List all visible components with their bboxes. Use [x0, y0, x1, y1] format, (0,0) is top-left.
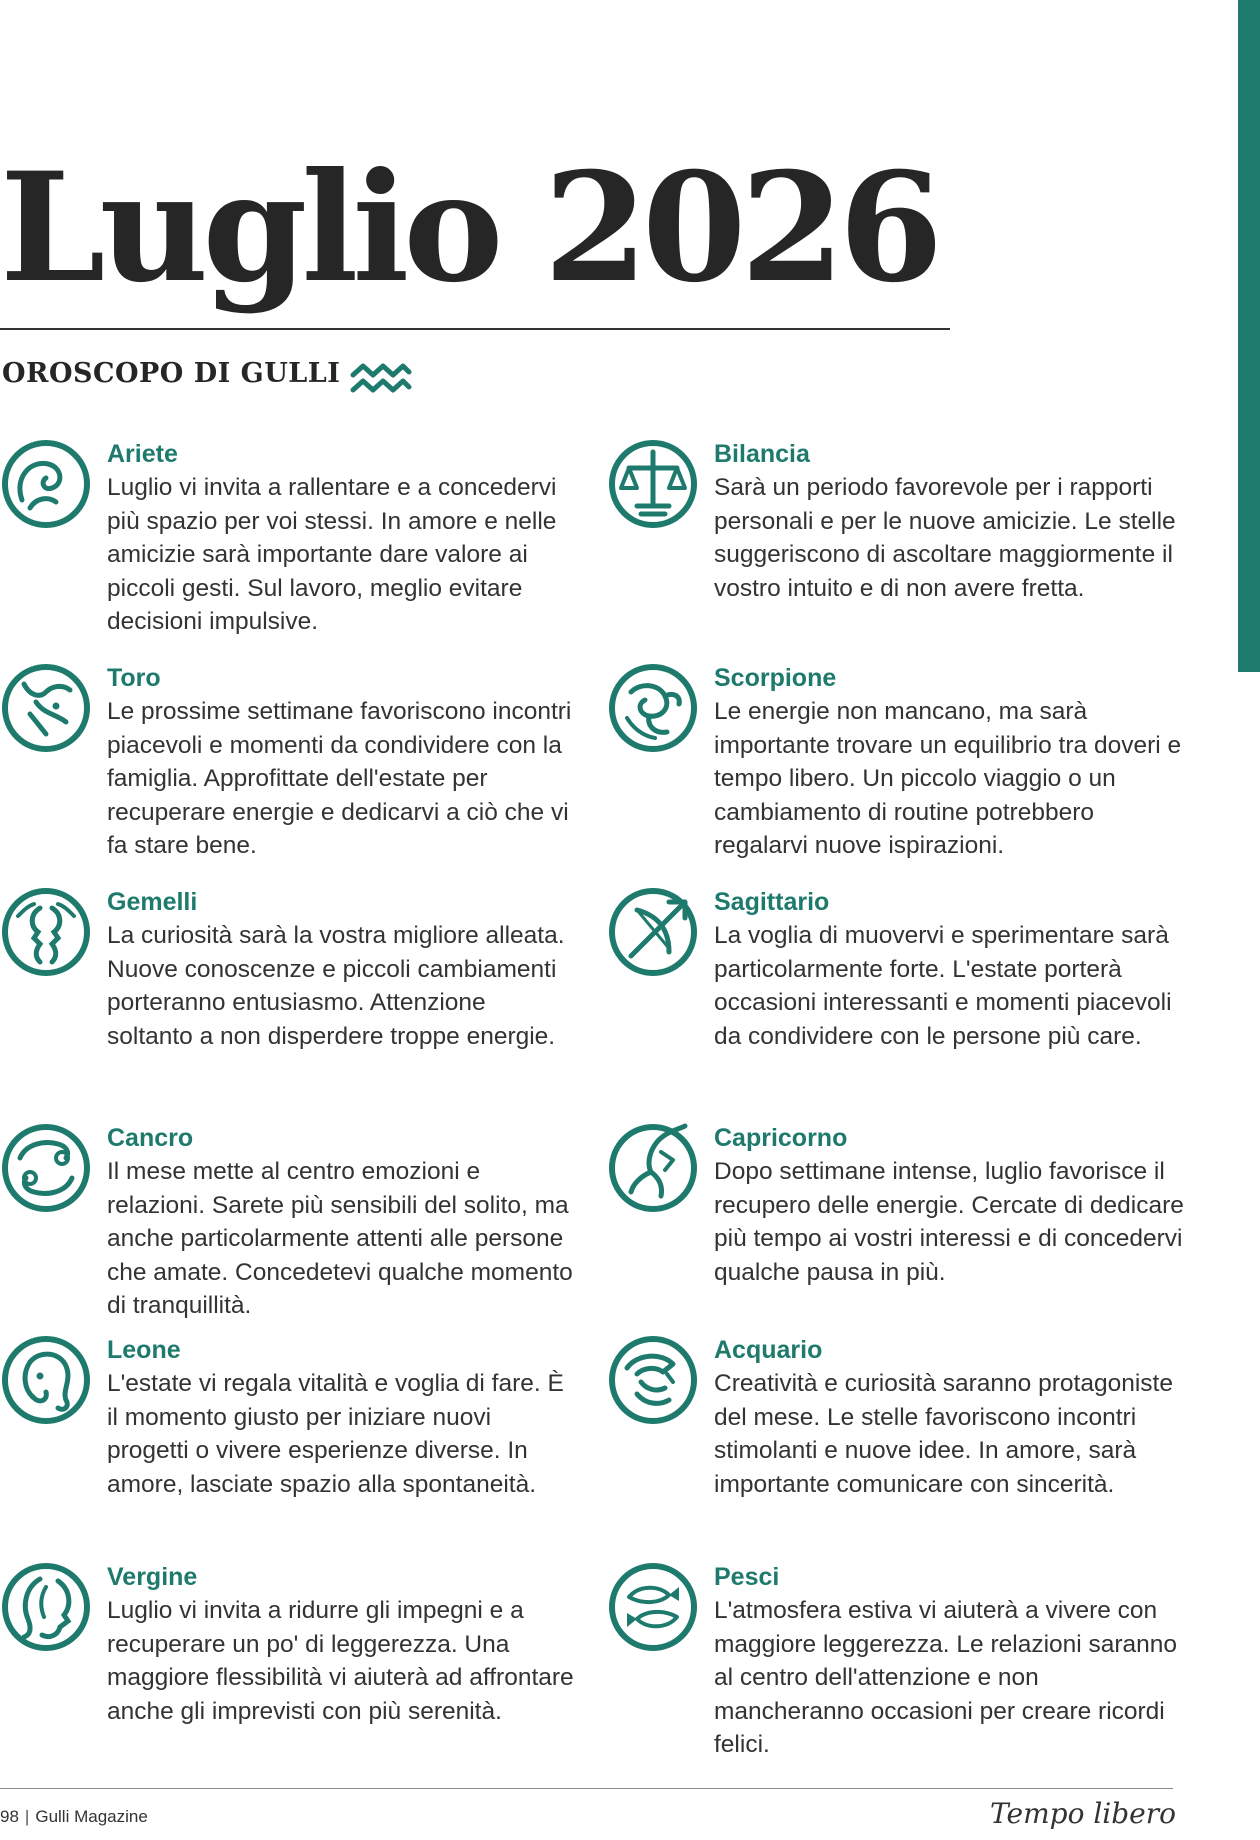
sign-gemelli [0, 886, 565, 1096]
libra-icon [607, 438, 699, 530]
sign-name: Capricorno [714, 1124, 848, 1152]
sign-name: Scorpione [714, 664, 837, 692]
taurus-icon [0, 662, 92, 754]
sign-name: Gemelli [107, 888, 198, 916]
section-subtitle: OROSCOPO DI GULLI [2, 358, 341, 389]
sign-text: L'estate vi regala vitalità e voglia di fare. È il momento giusto per iniziare nuovi progetti o vivere esperienze diverse. In amore, lasciate spazio alla spontaneità. [107, 1370, 564, 1498]
sign-name: Sagittario [714, 888, 830, 916]
sign-name: Pesci [714, 1563, 780, 1591]
footer-folio [0, 1807, 148, 1827]
sign-capricorno [607, 1122, 1184, 1332]
sign-text: Luglio vi invita a rallentare e a concedervi più spazio per voi stessi. In amore e nelle amicizie sarà importante dare valore ai piccoli gesti. Sul lavoro, meglio evitare decisioni impulsive. [107, 474, 557, 635]
leo-icon [0, 1334, 92, 1426]
sign-leone [0, 1334, 564, 1544]
virgo-icon [0, 1561, 92, 1653]
sign-text: L'atmosfera estiva vi aiuterà a vivere con maggiore leggerezza. Le relazioni saranno al centro dell'attenzione e non mancheranno occasioni per creare ricordi felici. [714, 1597, 1178, 1758]
page-title: Luglio 2026 [0, 140, 938, 316]
sign-text: La curiosità sarà la vostra migliore alleata. Nuove conoscenze e piccoli cambiamenti porteranno entusiasmo. Attenzione soltanto a non disperdere troppe energie. [107, 922, 565, 1050]
sign-text: Dopo settimane intense, luglio favorisce il recupero delle energie. Cercate di dedicare più tempo ai vostri interessi e di concedervi qualche pausa in più. [714, 1158, 1184, 1286]
sign-toro [0, 662, 572, 872]
sign-pesci [607, 1561, 1178, 1771]
sign-text: Creatività e curiosità saranno protagoniste del mese. Le stelle favoriscono incontri stimolanti e nuove idee. In amore, sarà importante comunicare con sincerità. [714, 1370, 1173, 1498]
sign-scorpione [607, 662, 1182, 872]
sign-ariete [0, 438, 560, 648]
footer-separator: | [24, 1807, 30, 1826]
cancer-icon [0, 1122, 92, 1214]
aquarius-icon [607, 1334, 699, 1426]
sign-text: Le prossime settimane favoriscono incontri piacevoli e momenti da condividere con la famiglia. Approfittate dell'estate per recuperare energie e dedicarvi a ciò che vi fa stare bene. [107, 698, 572, 859]
sign-name: Toro [107, 664, 161, 692]
sign-acquario [607, 1334, 1173, 1544]
sign-text: Le energie non mancano, ma sarà importante trovare un equilibrio tra doveri e tempo libero. Un piccolo viaggio o un cambiamento di routine potrebbero regalarvi nuove ispirazioni. [714, 698, 1182, 859]
sign-bilancia [607, 438, 1176, 648]
sign-name: Vergine [107, 1563, 198, 1591]
pisces-icon [607, 1561, 699, 1653]
footer-divider [0, 1788, 1173, 1789]
sign-text: La voglia di muovervi e sperimentare sarà particolarmente forte. L'estate porterà occasioni interessanti e momenti piacevoli da condividere con le persone più care. [714, 922, 1172, 1050]
sign-text: Il mese mette al centro emozioni e relazioni. Sarete più sensibili del solito, ma anche particolarmente attenti alle persone che amate. Concedetevi qualche momento di tranquillità. [107, 1158, 573, 1319]
magazine-name: Gulli Magazine [35, 1807, 148, 1826]
title-divider [0, 328, 950, 330]
gemini-icon [0, 886, 92, 978]
capricorn-icon [607, 1122, 699, 1214]
page-number: 98 [0, 1807, 19, 1826]
section-name: Tempo libero [990, 1797, 1176, 1830]
sign-vergine [0, 1561, 574, 1771]
aries-icon [0, 438, 92, 530]
sign-name: Cancro [107, 1124, 194, 1152]
sign-name: Ariete [107, 440, 178, 468]
sign-name: Bilancia [714, 440, 810, 468]
sign-cancro [0, 1122, 573, 1332]
sign-name: Acquario [714, 1336, 823, 1364]
sign-name: Leone [107, 1336, 181, 1364]
sagittarius-icon [607, 886, 699, 978]
aquarius-waves-icon [350, 360, 412, 396]
sign-sagittario [607, 886, 1172, 1096]
side-accent-bar [1238, 0, 1260, 672]
scorpio-icon [607, 662, 699, 754]
sign-text: Luglio vi invita a ridurre gli impegni e a recuperare un po' di leggerezza. Una maggiore flessibilità vi aiuterà ad affrontare anche gli imprevisti con più serenità. [107, 1597, 574, 1725]
sign-text: Sarà un periodo favorevole per i rapporti personali e per le nuove amicizie. Le stelle suggeriscono di ascoltare maggiormente il vostro intuito e di non avere fretta. [714, 474, 1176, 602]
